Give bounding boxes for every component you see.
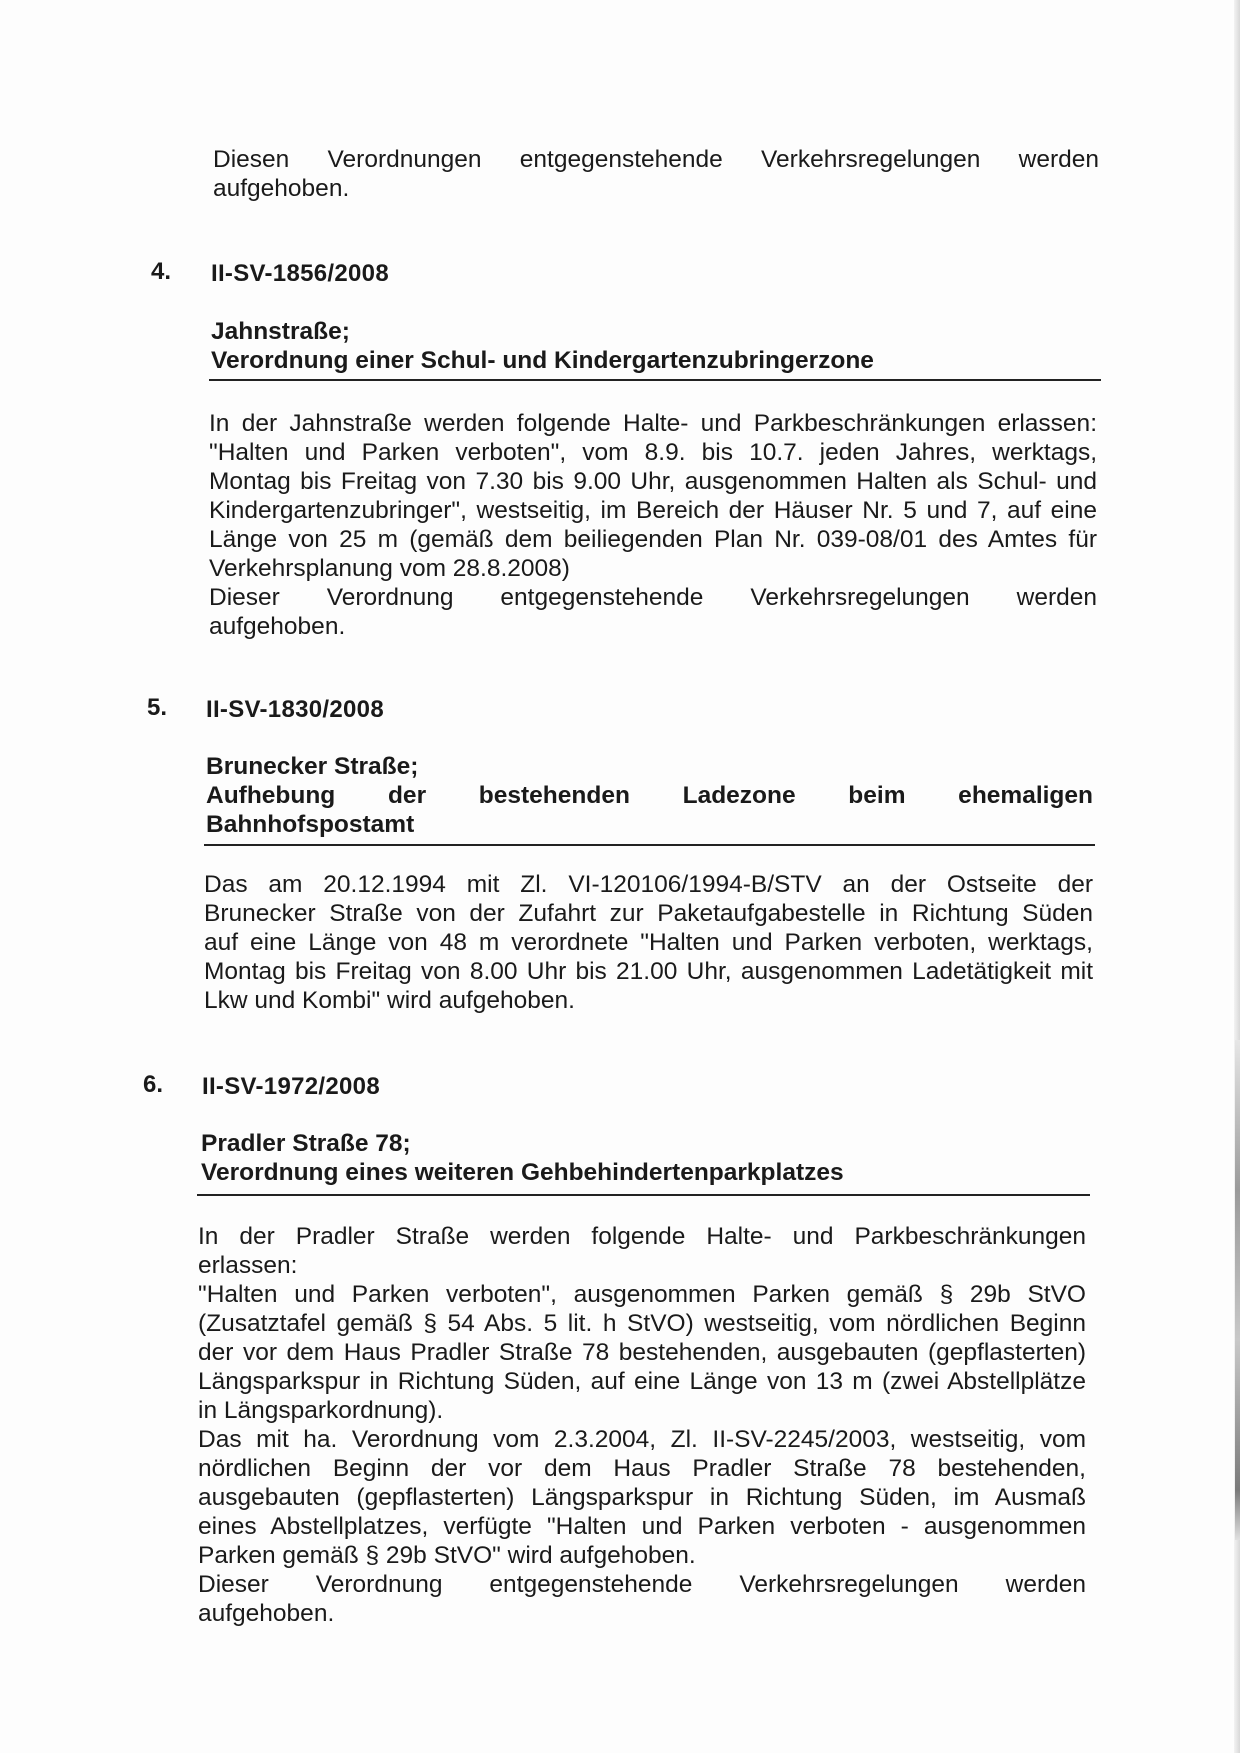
intro-line: aufgehoben. [213,175,350,202]
item-reference: II-SV-1972/2008 [202,1073,380,1100]
body-line: In der Jahnstraße werden folgende Halte- und Parkbeschränkungen erlassen: [209,410,1097,437]
body-line: Lkw und Kombi" wird aufgehoben. [204,987,575,1014]
body-line: Länge von 25 m (gemäß dem beiliegenden Plan Nr. 039-08/01 des Amtes für [209,526,1097,553]
heading-line: Verordnung einer Schul- und Kindergartenzubringerzone [211,347,874,374]
body-line: Das mit ha. Verordnung vom 2.3.2004, Zl. II-SV-2245/2003, westseitig, vom [198,1426,1086,1453]
heading-line: Jahnstraße; [211,318,350,345]
body-line: aufgehoben. [209,613,346,640]
body-line: Das am 20.12.1994 mit Zl. VI-120106/1994-B/STV an der Ostseite der [204,871,1093,898]
body-line: "Halten und Parken verboten", ausgenommen Parken gemäß § 29b StVO [198,1281,1086,1308]
item-heading [211,317,1101,375]
body-line: erlassen: [198,1252,298,1279]
item-body [209,409,1097,641]
body-line: ausgebauten (gepflasterten) Längsparkspur in Richtung Süden, im Ausmaß [198,1484,1086,1511]
body-line: Brunecker Straße von der Zufahrt zur Paketaufgabestelle in Richtung Süden [204,900,1093,927]
body-line: (Zusatztafel gemäß § 54 Abs. 5 lit. h StVO) westseitig, vom nördlichen Beginn [198,1310,1086,1337]
body-line: Längsparkspur in Richtung Süden, auf eine Länge von 13 m (zwei Abstellplätze [198,1368,1086,1395]
heading-line: Brunecker Straße; [206,753,419,780]
body-line: Dieser Verordnung entgegenstehende Verkehrsregelungen werden [209,584,1097,611]
scan-shadow-mark [1235,1040,1240,1540]
body-line: aufgehoben. [198,1600,335,1627]
heading-line: Aufhebung der bestehenden Ladezone beim ehemaligen [206,782,1093,809]
heading-line: Bahnhofspostamt [206,811,415,838]
body-line: Parken gemäß § 29b StVO" wird aufgehoben. [198,1542,696,1569]
intro-paragraph [213,145,1099,203]
heading-line: Verordnung eines weiteren Gehbehindertenparkplatzes [201,1159,844,1186]
item-heading [206,752,1093,839]
body-line: der vor dem Haus Pradler Straße 78 bestehenden, ausgebauten (gepflasterten) [198,1339,1086,1366]
item-reference: II-SV-1830/2008 [206,696,384,723]
heading-underline [204,844,1095,846]
item-body [204,870,1093,1015]
body-line: auf eine Länge von 48 m verordnete "Halten und Parken verboten, werktags, [204,929,1093,956]
body-line: "Halten und Parken verboten", vom 8.9. bis 10.7. jeden Jahres, werktags, [209,439,1097,466]
heading-line: Pradler Straße 78; [201,1130,411,1157]
body-line: Kindergartenzubringer", westseitig, im Bereich der Häuser Nr. 5 und 7, auf eine [209,497,1097,524]
item-number: 5. [147,694,168,721]
body-line: Montag bis Freitag von 7.30 bis 9.00 Uhr, ausgenommen Halten als Schul- und [209,468,1097,495]
heading-underline [197,1194,1090,1196]
body-line: In der Pradler Straße werden folgende Halte- und Parkbeschränkungen [198,1223,1086,1250]
body-line: Montag bis Freitag von 8.00 Uhr bis 21.00 Uhr, ausgenommen Ladetätigkeit mit [204,958,1093,985]
heading-underline [209,379,1101,381]
item-reference: II-SV-1856/2008 [211,260,389,287]
item-number: 4. [151,258,172,285]
body-line: nördlichen Beginn der vor dem Haus Pradler Straße 78 bestehenden, [198,1455,1086,1482]
body-line: Verkehrsplanung vom 28.8.2008) [209,555,570,582]
item-number: 6. [143,1071,164,1098]
body-line: eines Abstellplatzes, verfügte "Halten und Parken verboten - ausgenommen [198,1513,1086,1540]
item-heading [201,1129,1090,1187]
body-line: Dieser Verordnung entgegenstehende Verkehrsregelungen werden [198,1571,1086,1598]
item-body [198,1222,1086,1628]
body-line: in Längsparkordnung). [198,1397,444,1424]
intro-line: Diesen Verordnungen entgegenstehende Verkehrsregelungen werden [213,146,1099,173]
